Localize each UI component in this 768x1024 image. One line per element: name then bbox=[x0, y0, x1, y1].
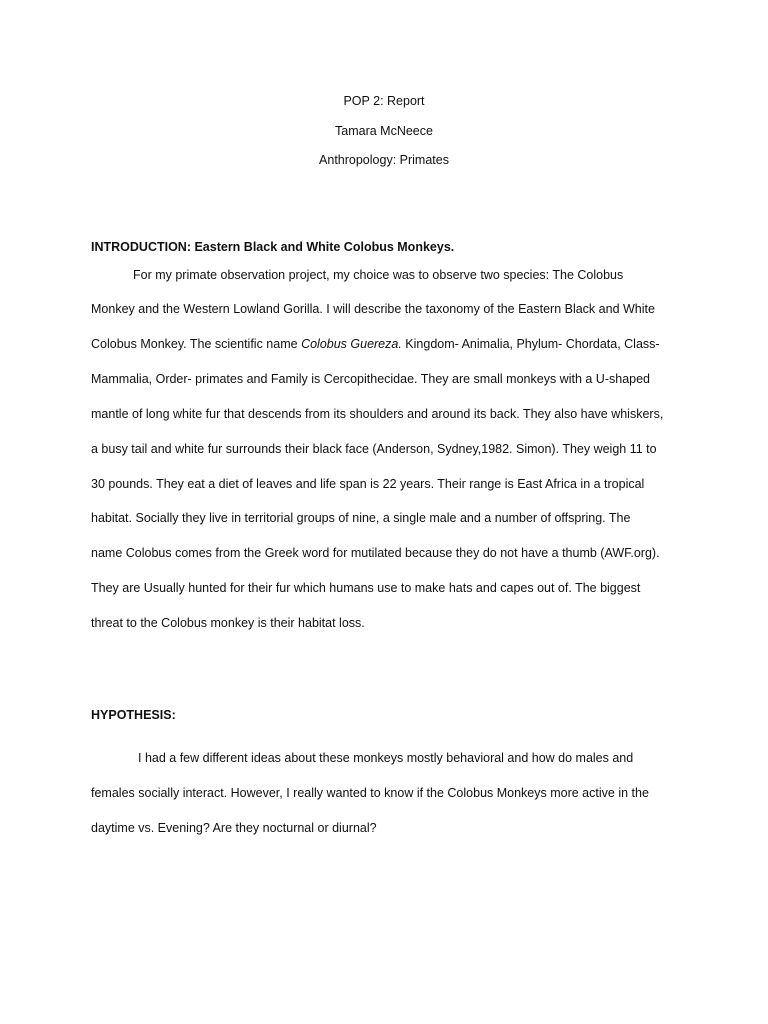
course-name: Anthropology: Primates bbox=[319, 153, 449, 167]
hypothesis-line: females socially interact. However, I really wanted to know if the Colobus Monkeys more active in the bbox=[91, 786, 649, 800]
intro-line: Monkey and the Western Lowland Gorilla. I will describe the taxonomy of the Eastern Black and White bbox=[91, 302, 655, 316]
report-title: POP 2: Report bbox=[343, 94, 425, 108]
intro-line: mantle of long white fur that descends from its shoulders and around its back. They also have whiskers, bbox=[91, 407, 664, 421]
intro-line: Mammalia, Order- primates and Family is Cercopithecidae. They are small monkeys with a U-shaped bbox=[91, 372, 651, 386]
scientific-name: Colobus Guereza. bbox=[301, 337, 402, 351]
intro-line: 30 pounds. They eat a diet of leaves and life span is 22 years. Their range is East Africa in a tropical bbox=[91, 477, 645, 491]
author-name: Tamara McNeece bbox=[335, 124, 433, 138]
intro-line: For my primate observation project, my choice was to observe two species: The Colobus bbox=[133, 268, 624, 282]
intro-line-part: Kingdom- Animalia, Phylum- Chordata, Class- bbox=[401, 337, 660, 351]
hypothesis-heading: HYPOTHESIS: bbox=[91, 708, 176, 722]
intro-line: a busy tail and white fur surrounds their black face (Anderson, Sydney,1982. Simon). They weigh 11 to bbox=[91, 442, 657, 456]
intro-line-with-scientific-name bbox=[91, 337, 660, 351]
intro-line-part: Colobus Monkey. The scientific name bbox=[91, 337, 302, 351]
intro-line: threat to the Colobus monkey is their habitat loss. bbox=[91, 616, 365, 630]
hypothesis-line: I had a few different ideas about these monkeys mostly behavioral and how do males and bbox=[138, 751, 634, 765]
hypothesis-line: daytime vs. Evening? Are they nocturnal or diurnal? bbox=[91, 821, 377, 835]
intro-line: They are Usually hunted for their fur which humans use to make hats and capes out of. The biggest bbox=[91, 581, 641, 595]
introduction-heading: INTRODUCTION: Eastern Black and White Colobus Monkeys. bbox=[91, 240, 455, 254]
intro-line: name Colobus comes from the Greek word for mutilated because they do not have a thumb (AWF.org). bbox=[91, 546, 660, 560]
intro-line: habitat. Socially they live in territorial groups of nine, a single male and a number of offspring. The bbox=[91, 511, 631, 525]
